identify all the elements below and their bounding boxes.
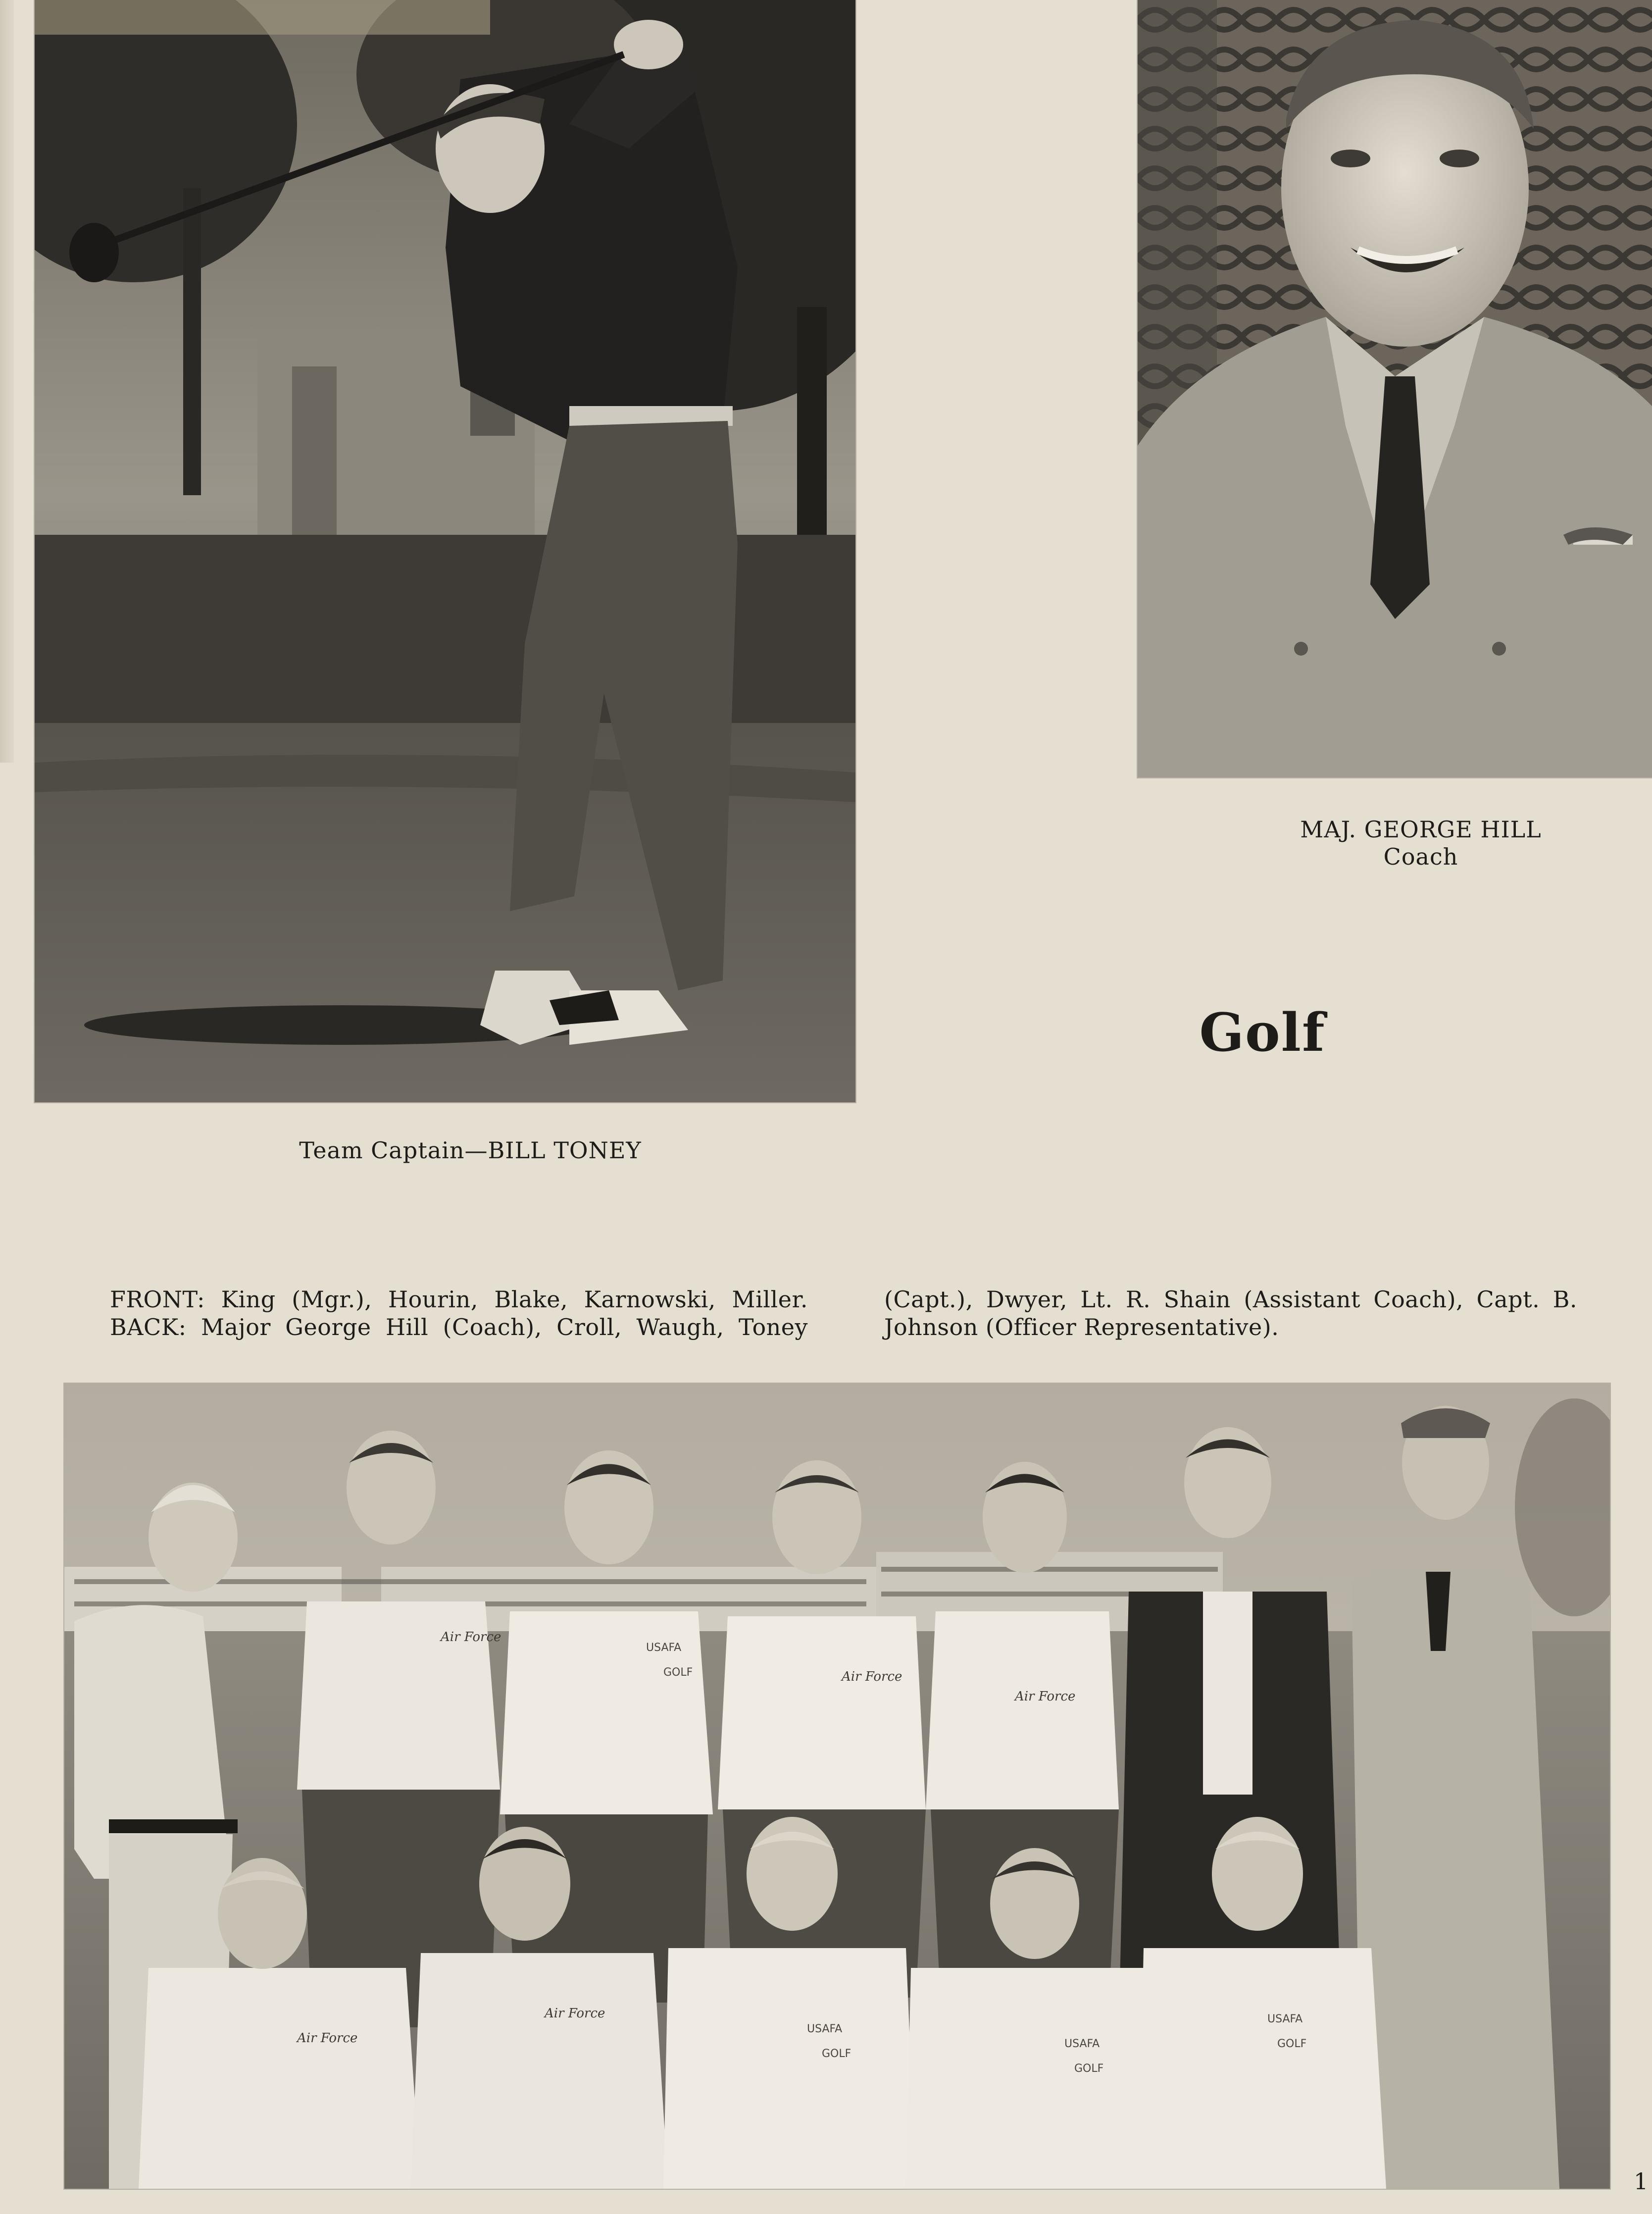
roster-line: FRONT: King (Mgr.), Hourin, Blake, Karnowski, Miller. <box>110 1286 808 1313</box>
coach-portrait-illustration <box>1138 0 1652 777</box>
team-group-photo <box>64 1384 1610 2189</box>
coach-caption <box>1248 816 1594 871</box>
coach-portrait-photo <box>1138 0 1652 777</box>
team-captain-caption: Team Captain—BILL TONEY <box>299 1137 642 1164</box>
shirt-crest-text: USAFA <box>1064 2038 1100 2050</box>
page-number: 1 <box>1634 2168 1649 2195</box>
shirt-crest-text: GOLF <box>822 2048 851 2060</box>
team-captain-photo <box>35 0 855 1102</box>
shirt-script-text: Air Force <box>1015 1689 1076 1704</box>
roster-line: (Capt.), Dwyer, Lt. R. Shain (Assistant Coach), Capt. B. <box>884 1286 1577 1313</box>
shirt-script-text: Air Force <box>545 2006 605 2021</box>
roster-line: Johnson (Officer Representative). <box>884 1314 1279 1340</box>
page-binding-edge <box>0 0 14 763</box>
shirt-crest-text: USAFA <box>807 2023 843 2035</box>
roster-right-column <box>884 1286 1577 1341</box>
shirt-script-text: Air Force <box>441 1630 501 1645</box>
golfer-swing-illustration <box>35 0 855 1102</box>
shirt-crest-text: USAFA <box>1267 2013 1303 2025</box>
shirt-crest-text: GOLF <box>1277 2038 1307 2050</box>
coach-role: Coach <box>1383 843 1458 871</box>
team-group-illustration <box>64 1384 1610 2189</box>
shirt-crest-text: USAFA <box>646 1642 682 1654</box>
shirt-script-text: Air Force <box>842 1669 902 1684</box>
coach-name: MAJ. GEORGE HILL <box>1300 816 1542 843</box>
page-title: Golf <box>1199 1001 1326 1063</box>
shirt-script-text: Air Force <box>297 2031 358 2046</box>
roster-left-column <box>110 1286 808 1341</box>
roster-line: BACK: Major George Hill (Coach), Croll, Waugh, Toney <box>110 1314 808 1340</box>
shirt-crest-text: GOLF <box>663 1666 693 1679</box>
shirt-crest-text: GOLF <box>1074 2062 1104 2075</box>
